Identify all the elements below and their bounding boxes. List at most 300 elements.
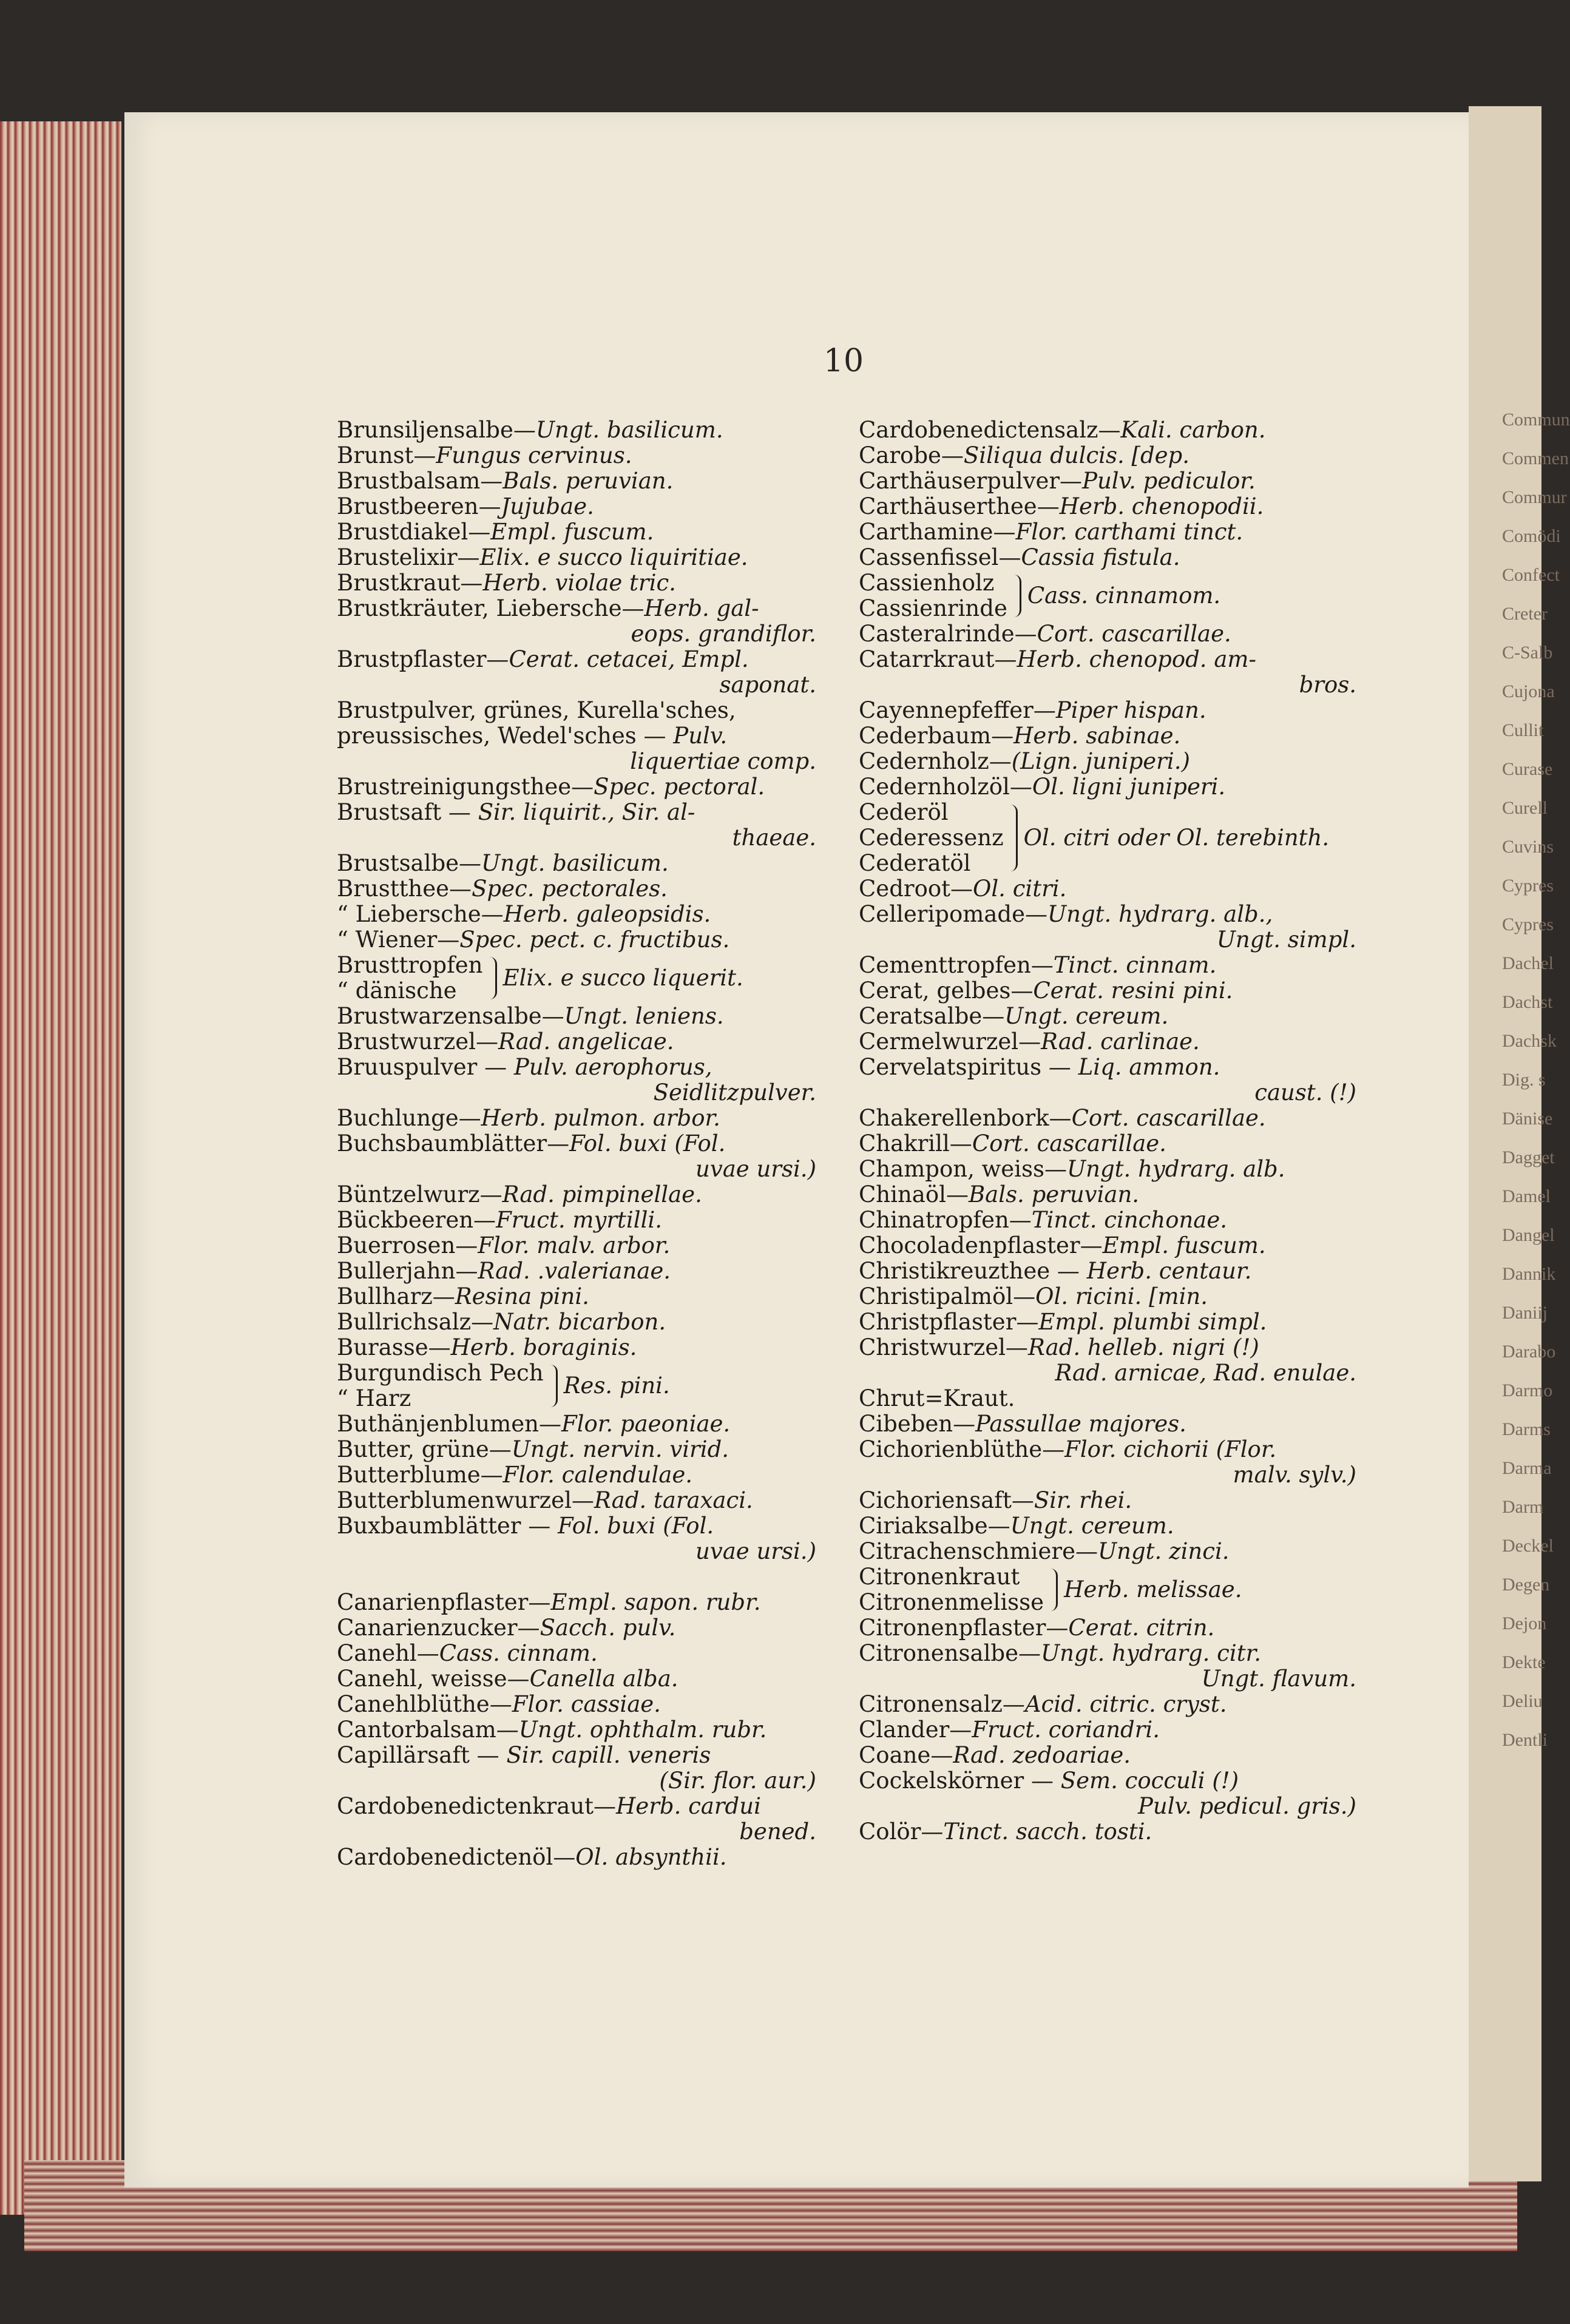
entry-headword: Bückbeeren— <box>337 1207 496 1233</box>
entry-headword: Citronensalz— <box>859 1691 1025 1717</box>
entry-definition-continued: uvae ursi.) <box>695 1538 816 1564</box>
dictionary-entry <box>859 647 1362 672</box>
entry-definition: Herb. sabinae. <box>1013 723 1181 749</box>
entry-definition-continued: malv. sylv.) <box>1233 1462 1356 1488</box>
dictionary-entry <box>337 1258 822 1284</box>
dictionary-entry <box>337 698 822 723</box>
entry-definition: Ungt. zinci. <box>1097 1538 1230 1564</box>
adjacent-page-word: Dachel <box>1502 953 1554 973</box>
dictionary-entry <box>337 1309 822 1335</box>
adjacent-page-word: Confect <box>1502 565 1560 585</box>
entry-headword: Brustthee— <box>337 876 472 902</box>
dictionary-entry <box>337 647 822 672</box>
dictionary-entry <box>859 1437 1362 1462</box>
adjacent-page-word: Dangel <box>1502 1225 1555 1245</box>
entry-headword: Butterblume— <box>337 1462 503 1488</box>
dictionary-entry <box>337 1641 822 1666</box>
entry-headword: Carthamine— <box>859 519 1016 545</box>
dictionary-entry <box>859 1029 1362 1055</box>
entry-headword: Cichorienblüthe— <box>859 1436 1065 1462</box>
entry-definition: Resina pini. <box>455 1283 589 1309</box>
entry-continuation <box>859 1360 1362 1386</box>
entry-definition: Fol. buxi (Fol. <box>569 1130 726 1157</box>
entry-headword: Canehl, weisse— <box>337 1666 530 1692</box>
entry-definition: Empl. fuscum. <box>1102 1232 1266 1258</box>
entry-headword: Buchlunge— <box>337 1105 481 1131</box>
entry-headword: Carobe— <box>859 442 964 468</box>
entry-definition-continued: (Sir. flor. aur.) <box>659 1768 816 1794</box>
entry-definition: Ol. ligni juniperi. <box>1032 774 1226 800</box>
entry-definition: Kali. carbon. <box>1120 417 1266 443</box>
entry-definition: Pulv. pediculor. <box>1082 468 1256 494</box>
entry-definition: Ol. ricini. [min. <box>1035 1283 1208 1309</box>
entry-headword: Bullharz— <box>337 1283 455 1309</box>
bracketed-entry-group <box>859 1564 1362 1615</box>
dictionary-entry <box>337 1131 822 1157</box>
dictionary-entry <box>859 1411 1362 1437</box>
entry-definition: Herb. centaur. <box>1086 1258 1252 1284</box>
entry-definition: Ol. absynthii. <box>575 1844 727 1870</box>
adjacent-page-word: Commur <box>1502 487 1567 507</box>
entry-headword: Cedernholzöl— <box>859 774 1032 800</box>
dictionary-entry <box>859 494 1362 519</box>
dictionary-entry <box>337 1794 822 1819</box>
entry-definition: Acid. citric. cryst. <box>1024 1691 1227 1717</box>
entry-headword: Cermelwurzel— <box>859 1029 1041 1055</box>
entry-headword: Citronenpflaster— <box>859 1615 1069 1641</box>
entry-definition-continued: saponat. <box>719 672 816 698</box>
dictionary-entry <box>337 927 822 953</box>
entry-headword: Cementtropfen— <box>859 952 1054 978</box>
entry-definition: Fol. buxi (Fol. <box>557 1513 714 1539</box>
dictionary-entry <box>337 1513 822 1539</box>
dictionary-entry <box>337 1182 822 1208</box>
entry-headword: Bruuspulver — <box>337 1054 514 1080</box>
dictionary-entry <box>859 621 1362 647</box>
entry-definition: Ungt. ophthalm. rubr. <box>518 1717 767 1743</box>
entry-definition: Bals. peruvian. <box>968 1181 1140 1208</box>
entry-headword: Champon, weiss— <box>859 1156 1067 1182</box>
entry-headword: Brustdiakel— <box>337 519 491 545</box>
entry-definition-continued: bened. <box>739 1819 816 1845</box>
entry-headword: Coane— <box>859 1742 953 1768</box>
adjacent-page-word: Deliu <box>1502 1691 1543 1711</box>
entry-continuation <box>337 672 822 698</box>
entry-definition: Fruct. coriandri. <box>972 1717 1160 1743</box>
entry-headword: Brustsalbe— <box>337 850 482 876</box>
dictionary-entry <box>337 902 822 927</box>
entry-definition-continued: Ungt. simpl. <box>1216 927 1356 953</box>
brace-mark <box>549 1365 558 1407</box>
dictionary-entry <box>859 1284 1362 1309</box>
dictionary-entry <box>859 1539 1362 1564</box>
adjacent-page-word: Darm <box>1502 1497 1544 1517</box>
entry-continuation <box>337 1539 822 1564</box>
entry-definition: Tinct. cinnam. <box>1053 952 1217 978</box>
entry-headword: Brunst— <box>337 442 436 468</box>
dictionary-entry <box>859 443 1362 468</box>
entry-headword: Cedroot— <box>859 876 973 902</box>
adjacent-page-word: Daniij <box>1502 1303 1548 1323</box>
entry-headword: Cassenfissel— <box>859 544 1021 570</box>
dictionary-entry <box>859 1615 1362 1641</box>
entry-headword: Catarrkraut— <box>859 646 1017 672</box>
entry-continuation <box>859 1462 1362 1488</box>
dictionary-entry <box>337 545 822 570</box>
group-headwords <box>859 800 1004 876</box>
entry-headword: Cerat, gelbes— <box>859 978 1034 1004</box>
dictionary-entry <box>337 1488 822 1513</box>
entry-headword: Brunsiljensalbe— <box>337 417 536 443</box>
entry-headword: Carthäuserpulver— <box>859 468 1083 494</box>
entry-definition: Spec. pectorales. <box>472 876 668 902</box>
dictionary-entry <box>337 519 822 545</box>
entry-definition: Ungt. hydrarg. citr. <box>1041 1640 1261 1666</box>
adjacent-page-strip <box>1469 106 1570 2181</box>
dictionary-entry <box>337 1437 822 1462</box>
adjacent-page-word: Dentli <box>1502 1730 1548 1750</box>
entry-definition: Herb. chenopod. am- <box>1017 646 1256 672</box>
entry-headword: Brustpflaster— <box>337 646 509 672</box>
entry-headword: Brustwurzel— <box>337 1029 498 1055</box>
dictionary-entry <box>337 417 822 443</box>
group-headwords <box>859 1564 1044 1615</box>
dictionary-entry <box>859 1488 1362 1513</box>
entry-headword: Cantorbalsam— <box>337 1717 519 1743</box>
adjacent-page-word: Creter <box>1502 604 1548 624</box>
entry-headword: Brustkräuter, Liebersche— <box>337 595 645 621</box>
entry-headword: Chinaöl— <box>859 1181 969 1208</box>
entry-definition: Flor. malv. arbor. <box>478 1232 671 1258</box>
entry-definition-continued: Pulv. pedicul. gris.) <box>1138 1793 1356 1819</box>
group-headwords <box>859 570 1007 621</box>
brace-mark <box>1049 1569 1058 1611</box>
entry-definition: Herb. cardui <box>616 1793 761 1819</box>
entry-headword: Butterblumenwurzel— <box>337 1487 594 1513</box>
entry-headword: Burasse— <box>337 1334 451 1360</box>
dictionary-entry <box>859 1309 1362 1335</box>
entry-continuation <box>859 672 1362 698</box>
dictionary-entry <box>859 1743 1362 1768</box>
entry-definition: Sacch. pulv. <box>540 1615 676 1641</box>
entry-definition: Cass. cinnamom. <box>1027 583 1221 609</box>
entry-definition: Res. pini. <box>563 1373 670 1399</box>
entry-definition: Rad. taraxaci. <box>594 1487 753 1513</box>
dictionary-entry <box>337 1029 822 1055</box>
left-column <box>337 417 822 1870</box>
group-headwords <box>337 1360 544 1411</box>
adjacent-page-word: Curase <box>1502 759 1553 779</box>
entry-headword: “ dänische <box>337 978 457 1004</box>
brace-mark <box>488 957 497 999</box>
dictionary-entry <box>337 1335 822 1360</box>
adjacent-page-word: Cuvins <box>1502 837 1554 857</box>
entry-headword: Celleripomade— <box>859 901 1047 927</box>
entry-headword: Butter, grüne— <box>337 1436 512 1462</box>
entry-headword: Büntzelwurz— <box>337 1181 502 1208</box>
dictionary-entry <box>337 494 822 519</box>
dictionary-entry <box>859 953 1362 978</box>
entry-headword: Chakerellenbork— <box>859 1105 1072 1131</box>
entry-headword: “ Wiener— <box>337 927 460 953</box>
entry-definition: Cort. cascarillae. <box>1071 1105 1266 1131</box>
adjacent-page-word: Curell <box>1502 798 1548 818</box>
entry-continuation <box>859 1666 1362 1692</box>
entry-definition: Ungt. basilicum. <box>535 417 723 443</box>
dictionary-entry <box>859 1208 1362 1233</box>
dictionary-entry <box>859 723 1362 749</box>
entry-definition: Bals. peruvian. <box>502 468 674 494</box>
dictionary-entry <box>337 1692 822 1717</box>
brace-mark <box>1009 805 1018 871</box>
entry-headword: Clander— <box>859 1717 972 1743</box>
dictionary-entry <box>337 1743 822 1768</box>
entry-headword: Capillärsaft — <box>337 1742 507 1768</box>
entry-definition: Elix. e succo liquerit. <box>502 965 743 991</box>
entry-definition: Flor. calendulae. <box>502 1462 693 1488</box>
entry-definition: Herb. pulmon. arbor. <box>481 1105 720 1131</box>
entry-definition: Herb. galeopsidis. <box>503 901 711 927</box>
entry-definition: Ungt. nervin. virid. <box>511 1436 729 1462</box>
entry-definition: Flor. cichorii (Flor. <box>1064 1436 1277 1462</box>
entry-definition-continued: caust. (!) <box>1254 1079 1356 1106</box>
entry-continuation <box>337 621 822 647</box>
dictionary-entry <box>337 1590 822 1615</box>
bracketed-entry-group <box>859 570 1362 621</box>
entry-headword: Cervelatspiritus — <box>859 1054 1078 1080</box>
dictionary-entry <box>859 519 1362 545</box>
entry-headword: Cedernholz— <box>859 748 1012 774</box>
dictionary-entry <box>337 1233 822 1258</box>
entry-headword: Christikreuzthee — <box>859 1258 1087 1284</box>
entry-headword: Cederbaum— <box>859 723 1014 749</box>
dictionary-entry <box>337 1106 822 1131</box>
entry-definition: Rad. helleb. nigri (!) <box>1027 1334 1259 1360</box>
dictionary-entry <box>859 1233 1362 1258</box>
entry-definition: Herb. chenopodii. <box>1059 493 1264 519</box>
adjacent-page-word: Darabo <box>1502 1342 1556 1362</box>
entry-definition: Fruct. myrtilli. <box>496 1207 663 1233</box>
dictionary-entry <box>859 1258 1362 1284</box>
entry-definition-continued: Rad. arnicae, Rad. enulae. <box>1055 1360 1356 1386</box>
entry-headword: Chrut=Kraut. <box>859 1385 1015 1411</box>
entry-definition: Sir. capill. veneris <box>506 1742 711 1768</box>
bracketed-entry-group <box>337 953 822 1004</box>
entry-definition: Tinct. sacch. tosti. <box>943 1819 1152 1845</box>
entry-headword: Canarienpflaster— <box>337 1589 551 1615</box>
entry-definition: Rad. .valerianae. <box>478 1258 671 1284</box>
dictionary-entry <box>859 1157 1362 1182</box>
adjacent-page-word: Darmo <box>1502 1380 1553 1400</box>
entry-definition: Sir. liquirit., Sir. al- <box>478 799 695 825</box>
entry-definition: Rad. pimpinellae. <box>502 1181 702 1208</box>
dictionary-entry <box>859 1513 1362 1539</box>
entry-headword: Brusttropfen <box>337 952 483 978</box>
bracketed-entry-group <box>859 800 1362 876</box>
adjacent-page-word: Cypres <box>1502 914 1554 934</box>
entry-definition: Spec. pect. c. fructibus. <box>459 927 730 953</box>
entry-headword: Christpflaster— <box>859 1309 1039 1335</box>
entry-headword: Cardobenedictenöl— <box>337 1844 576 1870</box>
entry-definition: Pulv. <box>673 723 728 749</box>
dictionary-entry <box>859 545 1362 570</box>
entry-headword: Bullerjahn— <box>337 1258 478 1284</box>
entry-headword: preussisches, Wedel'sches — <box>337 723 674 749</box>
adjacent-page-word: Comödi <box>1502 526 1561 546</box>
entry-definition-continued: Ungt. flavum. <box>1201 1666 1356 1692</box>
entry-definition: Cerat. citrin. <box>1068 1615 1215 1641</box>
entry-definition: Ungt. hydrarg. alb., <box>1047 901 1273 927</box>
adjacent-page-word: C-Salb <box>1502 643 1553 663</box>
entry-headword: Brustkraut— <box>337 570 483 596</box>
adjacent-page-word: Commun <box>1502 410 1570 430</box>
dictionary-entry <box>337 1666 822 1692</box>
entry-definition: Cassia fistula. <box>1021 544 1180 570</box>
entry-definition: Herb. gal- <box>644 595 759 621</box>
entry-headword: Cardobenedictensalz— <box>859 417 1121 443</box>
entry-definition-continued: uvae ursi.) <box>695 1156 816 1182</box>
dictionary-entry <box>337 1004 822 1029</box>
entry-definition: Ol. citri oder Ol. terebinth. <box>1023 825 1330 851</box>
dictionary-entry <box>859 1819 1362 1845</box>
entry-headword: Canarienzucker— <box>337 1615 540 1641</box>
entry-definition: Tinct. cinchonae. <box>1031 1207 1228 1233</box>
entry-definition: Herb. boraginis. <box>450 1334 637 1360</box>
entry-headword: Canehlblüthe— <box>337 1691 512 1717</box>
entry-continuation <box>337 749 822 774</box>
entry-definition: Ol. citri. <box>973 876 1067 902</box>
dictionary-entry <box>859 902 1362 927</box>
entry-definition: Sem. cocculi (!) <box>1060 1768 1239 1794</box>
entry-headword: Cassienholz <box>859 570 995 596</box>
adjacent-page-word: Cujona <box>1502 681 1555 701</box>
dictionary-entry <box>337 800 822 825</box>
entry-definition: (Lign. juniperi.) <box>1011 748 1190 774</box>
dictionary-entry <box>337 1845 822 1870</box>
dictionary-entry <box>859 1004 1362 1029</box>
dictionary-entry <box>859 417 1362 443</box>
entry-headword: Brustpulver, grünes, Kurella'sches, <box>337 697 736 723</box>
dictionary-entry <box>859 749 1362 774</box>
entry-headword: Brustwarzensalbe— <box>337 1003 564 1029</box>
entry-headword: Cederatöl <box>859 850 971 876</box>
entry-definition: Herb. violae tric. <box>482 570 676 596</box>
entry-definition-continued: Seidlitzpulver. <box>653 1079 816 1106</box>
entry-headword: Chocoladenpflaster— <box>859 1232 1103 1258</box>
adjacent-page-word: Dachst <box>1502 992 1553 1012</box>
dictionary-entry <box>337 876 822 902</box>
entry-definition: Cerat. resini pini. <box>1033 978 1233 1004</box>
entry-definition: Ungt. hydrarg. alb. <box>1066 1156 1285 1182</box>
entry-continuation <box>337 1157 822 1182</box>
entry-definition-continued: liquertiae comp. <box>630 748 816 774</box>
dictionary-entry <box>859 1055 1362 1080</box>
dictionary-entry <box>859 698 1362 723</box>
entry-headword: Cardobenedictenkraut— <box>337 1793 617 1819</box>
entry-headword: Citrachenschmiere— <box>859 1538 1098 1564</box>
dictionary-entry <box>337 1411 822 1437</box>
entry-definition: Cort. cascarillae. <box>1037 621 1231 647</box>
bracketed-entry-group <box>337 1360 822 1411</box>
dictionary-entry <box>337 443 822 468</box>
adjacent-page-word: Dejon <box>1502 1613 1547 1633</box>
entry-definition: Siliqua dulcis. [dep. <box>963 442 1189 468</box>
entry-definition: Rad. carlinae. <box>1041 1029 1200 1055</box>
entry-headword: Canehl— <box>337 1640 439 1666</box>
entry-definition-continued: bros. <box>1299 672 1356 698</box>
entry-headword: Cederessenz <box>859 825 1004 851</box>
entry-headword: “ Harz <box>337 1385 411 1411</box>
entry-headword: Brustbalsam— <box>337 468 503 494</box>
page-number: 10 <box>823 343 864 379</box>
entry-headword: Casteralrinde— <box>859 621 1037 647</box>
right-column <box>859 417 1362 1845</box>
entry-definition: Jujubae. <box>501 493 594 519</box>
adjacent-page-word: Dekte <box>1502 1652 1546 1672</box>
entry-continuation <box>859 927 1362 953</box>
adjacent-page-word: Cypres <box>1502 876 1554 896</box>
book-page-edges <box>0 121 121 2215</box>
dictionary-entry <box>859 978 1362 1004</box>
dictionary-entry <box>859 1768 1362 1794</box>
entry-definition: Ungt. cereum. <box>1010 1513 1174 1539</box>
entry-definition: Elix. e succo liquiritiae. <box>479 544 748 570</box>
entry-headword: Cockelskörner — <box>859 1768 1061 1794</box>
entry-continuation <box>337 1768 822 1794</box>
adjacent-page-word: Darms <box>1502 1419 1551 1439</box>
entry-continuation <box>337 1080 822 1106</box>
entry-definition: Cerat. cetacei, Empl. <box>509 646 749 672</box>
dictionary-entry <box>859 1692 1362 1717</box>
entry-definition: Fungus cervinus. <box>436 442 632 468</box>
dictionary-entry <box>337 596 822 621</box>
dictionary-entry <box>859 468 1362 494</box>
adjacent-page-word: Dannik <box>1502 1264 1556 1284</box>
entry-definition: Canella alba. <box>529 1666 678 1692</box>
adjacent-page-word: Dänise <box>1502 1109 1553 1129</box>
dictionary-entry <box>337 1717 822 1743</box>
adjacent-page-word: Darma <box>1502 1458 1552 1478</box>
entry-definition: Flor. carthami tinct. <box>1015 519 1243 545</box>
adjacent-page-word: Dagget <box>1502 1147 1555 1167</box>
entry-continuation <box>859 1794 1362 1819</box>
dictionary-entry <box>337 1462 822 1488</box>
dictionary-entry <box>337 1615 822 1641</box>
dictionary-entry <box>337 774 822 800</box>
dictionary-entry <box>337 570 822 596</box>
entry-headword: Buchsbaumblätter— <box>337 1130 570 1157</box>
entry-definition: Flor. paeoniae. <box>561 1411 731 1437</box>
dictionary-entry <box>337 723 822 749</box>
entry-headword: Citronensalbe— <box>859 1640 1041 1666</box>
entry-headword: “ Liebersche— <box>337 901 504 927</box>
adjacent-page-word: Deckel <box>1502 1536 1554 1556</box>
adjacent-page-word: Damel <box>1502 1186 1551 1206</box>
dictionary-entry <box>337 1055 822 1080</box>
dictionary-entry <box>859 1182 1362 1208</box>
entry-headword: Christipalmöl— <box>859 1283 1036 1309</box>
entry-definition: Rad. zedoariae. <box>953 1742 1131 1768</box>
entry-headword: Cichoriensaft— <box>859 1487 1034 1513</box>
entry-headword: Buxbaumblätter — <box>337 1513 558 1539</box>
entry-definition: Pulv. aerophorus, <box>513 1054 712 1080</box>
entry-definition: Piper hispan. <box>1055 697 1206 723</box>
entry-headword: Carthäuserthee— <box>859 493 1060 519</box>
dictionary-entry <box>859 774 1362 800</box>
entry-definition: Natr. bicarbon. <box>493 1309 666 1335</box>
adjacent-page-word: Dachsk <box>1502 1031 1557 1051</box>
entry-headword: Buerrosen— <box>337 1232 478 1258</box>
